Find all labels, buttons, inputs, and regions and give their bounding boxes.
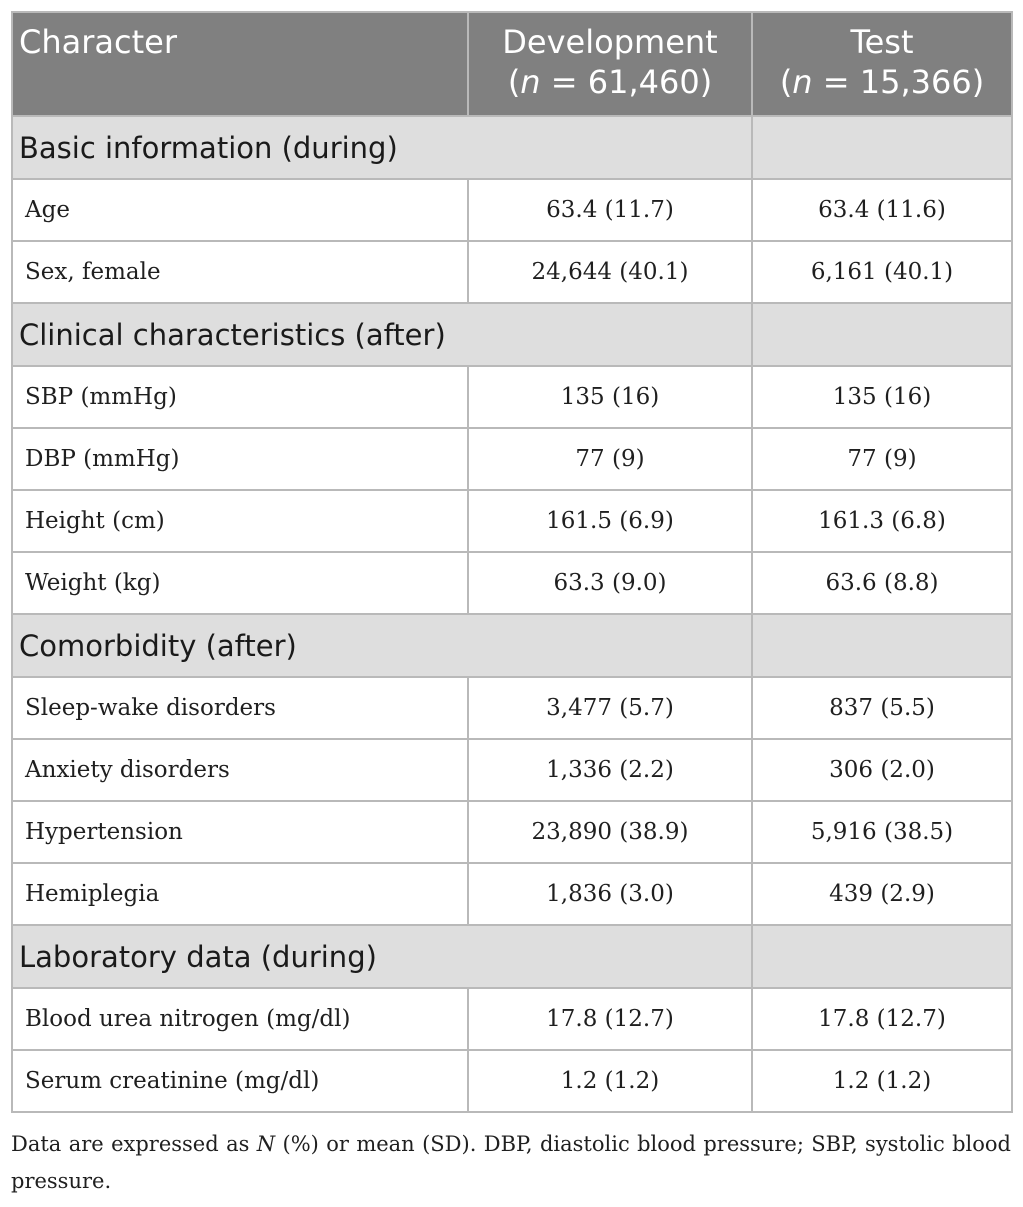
table-row — [12, 241, 1012, 303]
section-header-row — [12, 116, 1012, 179]
row-label: Anxiety disorders — [12, 739, 468, 801]
test-value: 17.8 (12.7) — [752, 988, 1012, 1050]
header-test-n-value: = 15,366) — [812, 63, 985, 101]
row-label: Hypertension — [12, 801, 468, 863]
section-title-text: Comorbidity (after) — [19, 628, 297, 663]
row-label: Serum creatinine (mg/dl) — [12, 1050, 468, 1112]
development-value: 1.2 (1.2) — [468, 1050, 752, 1112]
test-value: 63.4 (11.6) — [752, 179, 1012, 241]
section-title — [12, 303, 752, 366]
header-test-n-var: n — [792, 63, 813, 101]
row-label: Height (cm) — [12, 490, 468, 552]
row-label: Age — [12, 179, 468, 241]
test-value: 63.6 (8.8) — [752, 552, 1012, 614]
row-label: SBP (mmHg) — [12, 366, 468, 428]
characteristics-table — [11, 11, 1013, 1113]
development-value: 1,836 (3.0) — [468, 863, 752, 925]
table-row — [12, 428, 1012, 490]
header-development-n-open: ( — [507, 63, 521, 101]
development-value: 23,890 (38.9) — [468, 801, 752, 863]
section-header-row — [12, 614, 1012, 677]
development-value: 63.4 (11.7) — [468, 179, 752, 241]
table-row — [12, 677, 1012, 739]
test-value: 1.2 (1.2) — [752, 1050, 1012, 1112]
header-character-label: Character — [19, 23, 177, 61]
header-development-n-value: = 61,460) — [540, 63, 713, 101]
table-footnote — [11, 1126, 1011, 1200]
footnote-part2: (%) or mean (SD). DBP, diastolic blood pressure; SBP, systolic blood pressure. — [11, 1132, 1012, 1193]
footnote-italic-n: N — [256, 1132, 276, 1156]
test-value: 306 (2.0) — [752, 739, 1012, 801]
header-character — [12, 12, 468, 116]
section-blank-cell — [752, 925, 1012, 988]
header-test-n-open: ( — [779, 63, 793, 101]
header-test-title: Test — [850, 23, 914, 61]
section-blank-cell — [752, 614, 1012, 677]
section-blank-cell — [752, 303, 1012, 366]
row-label: Hemiplegia — [12, 863, 468, 925]
row-label: Sleep-wake disorders — [12, 677, 468, 739]
development-value: 77 (9) — [468, 428, 752, 490]
development-value: 3,477 (5.7) — [468, 677, 752, 739]
table-row — [12, 1050, 1012, 1112]
table-row — [12, 988, 1012, 1050]
header-test — [752, 12, 1012, 116]
test-value: 439 (2.9) — [752, 863, 1012, 925]
table-row — [12, 863, 1012, 925]
development-value: 17.8 (12.7) — [468, 988, 752, 1050]
section-title — [12, 614, 752, 677]
table-row — [12, 739, 1012, 801]
table-row — [12, 179, 1012, 241]
footnote-part1: Data are expressed as — [11, 1132, 257, 1156]
development-value: 24,644 (40.1) — [468, 241, 752, 303]
table-header-row — [12, 12, 1012, 116]
table-row — [12, 366, 1012, 428]
row-label: Blood urea nitrogen (mg/dl) — [12, 988, 468, 1050]
test-value: 5,916 (38.5) — [752, 801, 1012, 863]
header-development-title: Development — [502, 23, 718, 61]
test-value: 161.3 (6.8) — [752, 490, 1012, 552]
section-title-text: Clinical characteristics (after) — [19, 317, 446, 352]
test-value: 837 (5.5) — [752, 677, 1012, 739]
table-row — [12, 801, 1012, 863]
development-value: 1,336 (2.2) — [468, 739, 752, 801]
header-development — [468, 12, 752, 116]
section-blank-cell — [752, 116, 1012, 179]
row-label: Sex, female — [12, 241, 468, 303]
test-value: 77 (9) — [752, 428, 1012, 490]
test-value: 135 (16) — [752, 366, 1012, 428]
development-value: 63.3 (9.0) — [468, 552, 752, 614]
development-value: 135 (16) — [468, 366, 752, 428]
header-development-n-var: n — [520, 63, 541, 101]
row-label: DBP (mmHg) — [12, 428, 468, 490]
section-header-row — [12, 925, 1012, 988]
section-title-text: Laboratory data (during) — [19, 939, 377, 974]
section-title — [12, 925, 752, 988]
section-title-text: Basic information (during) — [19, 130, 398, 165]
row-label: Weight (kg) — [12, 552, 468, 614]
section-title — [12, 116, 752, 179]
table-body — [12, 116, 1012, 1112]
test-value: 6,161 (40.1) — [752, 241, 1012, 303]
table-row — [12, 490, 1012, 552]
development-value: 161.5 (6.9) — [468, 490, 752, 552]
table-row — [12, 552, 1012, 614]
section-header-row — [12, 303, 1012, 366]
